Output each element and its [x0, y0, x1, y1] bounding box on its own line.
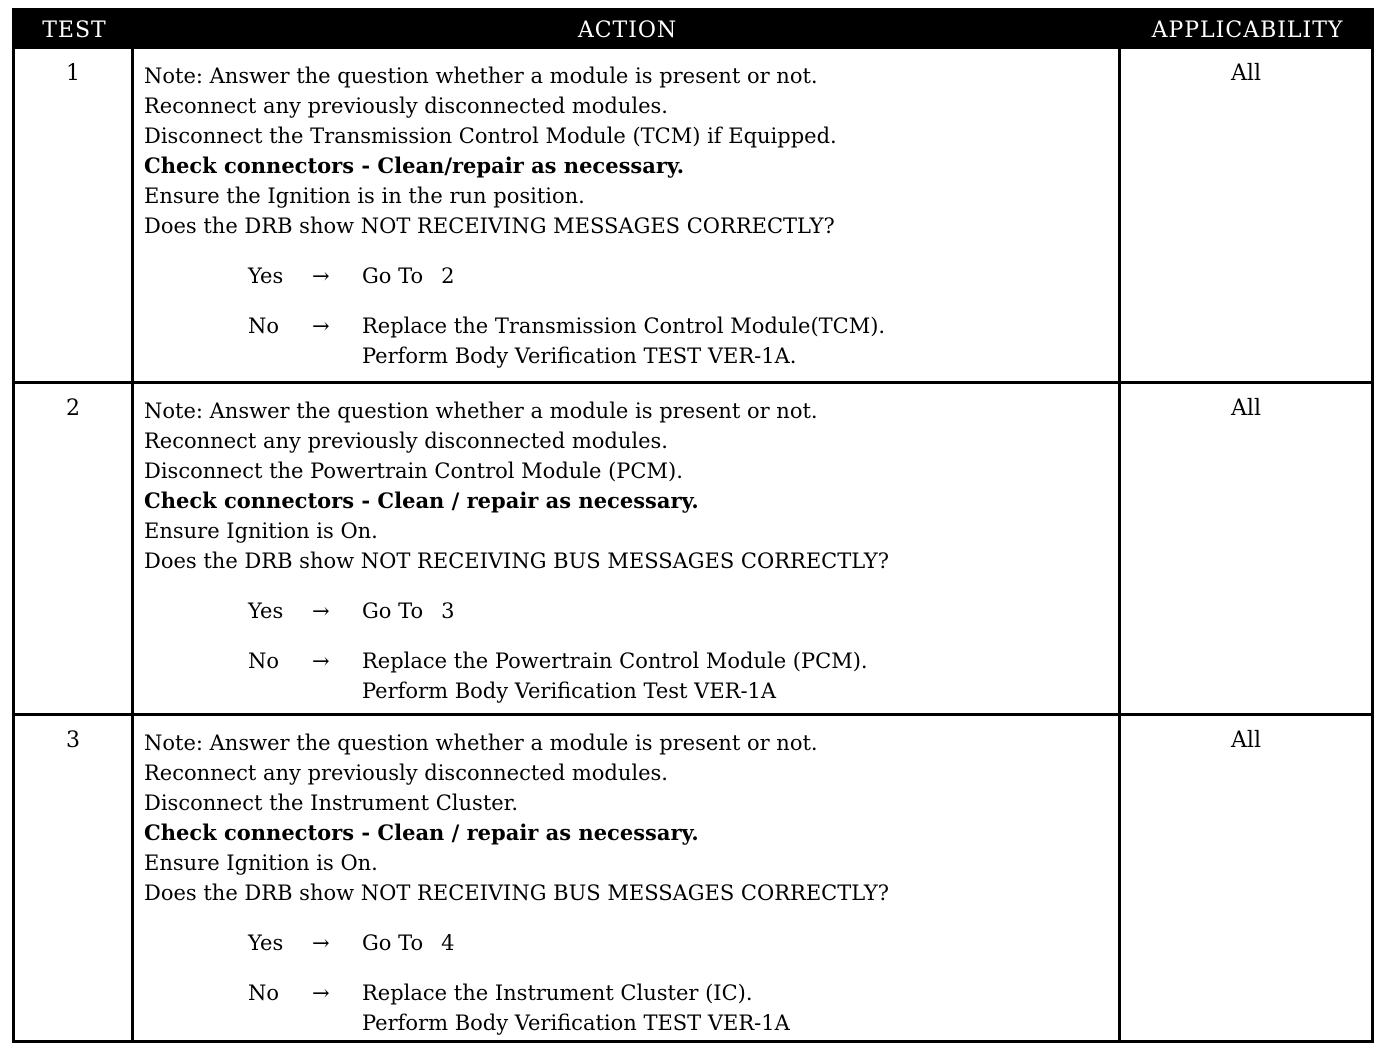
no-label: No: [248, 649, 280, 673]
test-number: 3: [15, 716, 134, 1043]
note-text: Note: Answer the question whether a module is present or not.: [144, 64, 818, 88]
note-text: Note: Answer the question whether a module is present or not.: [144, 731, 818, 755]
check-text: Check connectors - Clean/repair as necessary.: [144, 153, 685, 178]
action-cell: [134, 49, 1121, 381]
reconnect-text: Reconnect any previously disconnected modules.: [144, 429, 668, 453]
test-number: 1: [15, 49, 134, 381]
yes-label: Yes: [248, 264, 284, 288]
no-branch: [144, 646, 1118, 703]
arrow-right-icon: →: [312, 314, 330, 338]
yes-goto: [362, 928, 455, 958]
no-action-line1: Replace the Transmission Control Module(TCM).: [362, 314, 886, 338]
test-number: 2: [15, 384, 134, 713]
header-applicability: APPLICABILITY: [1151, 18, 1344, 43]
check-text: Check connectors - Clean / repair as necessary.: [144, 488, 699, 513]
header-action: ACTION: [577, 18, 678, 43]
no-action-line1: Replace the Instrument Cluster (IC).: [362, 981, 753, 1005]
table-row: [15, 381, 1371, 713]
question-text: Does the DRB show NOT RECEIVING BUS MESSAGES CORRECTLY?: [144, 881, 889, 905]
note-text: Note: Answer the question whether a module is present or not.: [144, 399, 818, 423]
goto-target: 4: [441, 931, 455, 955]
diagnostic-table: [12, 8, 1374, 1043]
yes-label: Yes: [248, 931, 284, 955]
yes-label: Yes: [248, 599, 284, 623]
check-text: Check connectors - Clean / repair as necessary.: [144, 820, 699, 845]
no-label: No: [248, 314, 280, 338]
disconnect-text: Disconnect the Transmission Control Module (TCM) if Equipped.: [144, 124, 837, 148]
no-branch: [144, 978, 1118, 1035]
yes-branch: [144, 928, 1118, 958]
arrow-right-icon: →: [312, 931, 330, 955]
goto-target: 3: [441, 599, 455, 623]
question-text: Does the DRB show NOT RECEIVING MESSAGES CORRECTLY?: [144, 214, 835, 238]
reconnect-text: Reconnect any previously disconnected modules.: [144, 94, 668, 118]
goto-label: Go To: [362, 599, 424, 623]
applicability-cell: All: [1231, 728, 1261, 753]
applicability-cell: All: [1231, 396, 1261, 421]
arrow-right-icon: →: [312, 264, 330, 288]
disconnect-text: Disconnect the Instrument Cluster.: [144, 791, 519, 815]
arrow-right-icon: →: [312, 649, 330, 673]
no-action-line2: Perform Body Verification TEST VER-1A: [362, 1011, 790, 1035]
header-test: TEST: [42, 18, 107, 43]
reconnect-text: Reconnect any previously disconnected modules.: [144, 761, 668, 785]
yes-goto: [362, 596, 455, 626]
arrow-right-icon: →: [312, 981, 330, 1005]
ensure-text: Ensure Ignition is On.: [144, 519, 378, 543]
action-cell: [134, 716, 1121, 1043]
arrow-right-icon: →: [312, 599, 330, 623]
no-action-line1: Replace the Powertrain Control Module (PCM).: [362, 649, 868, 673]
goto-target: 2: [441, 264, 455, 288]
no-action-line2: Perform Body Verification Test VER-1A: [362, 679, 777, 703]
table-row: [15, 713, 1371, 1043]
applicability-cell: All: [1231, 61, 1261, 86]
yes-branch: [144, 261, 1118, 291]
goto-label: Go To: [362, 931, 424, 955]
question-text: Does the DRB show NOT RECEIVING BUS MESSAGES CORRECTLY?: [144, 549, 889, 573]
goto-label: Go To: [362, 264, 424, 288]
ensure-text: Ensure the Ignition is in the run position.: [144, 184, 585, 208]
no-branch: [144, 311, 1118, 368]
yes-branch: [144, 596, 1118, 626]
no-action-line2: Perform Body Verification TEST VER-1A.: [362, 344, 797, 368]
no-label: No: [248, 981, 280, 1005]
action-cell: [134, 384, 1121, 713]
ensure-text: Ensure Ignition is On.: [144, 851, 378, 875]
yes-goto: [362, 261, 455, 291]
disconnect-text: Disconnect the Powertrain Control Module (PCM).: [144, 459, 683, 483]
table-header: [15, 11, 1371, 49]
table-row: [15, 49, 1371, 381]
